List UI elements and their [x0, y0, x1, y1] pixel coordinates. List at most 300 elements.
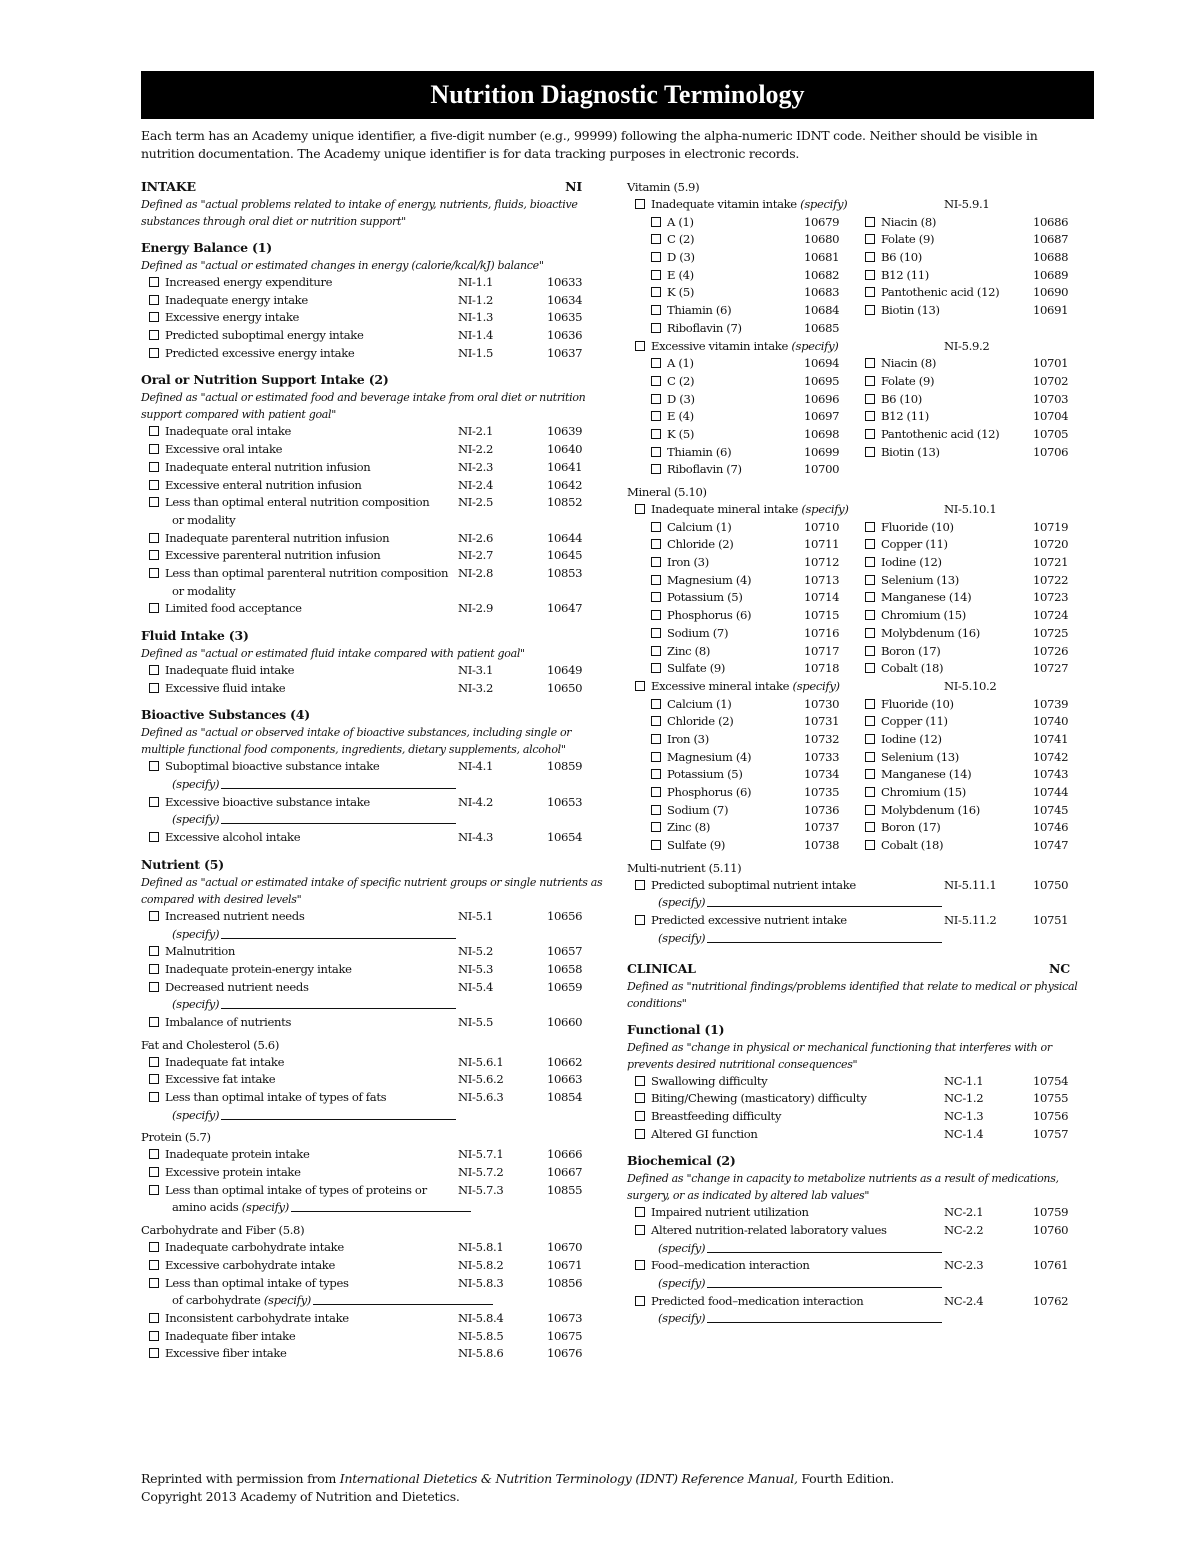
checkbox[interactable]	[635, 681, 645, 691]
nutrient-label: B6 (10)	[881, 250, 922, 265]
checkbox[interactable]	[149, 683, 159, 693]
term-label-cont: amino acids	[172, 1200, 242, 1215]
checkbox[interactable]	[651, 592, 661, 602]
checkbox[interactable]	[149, 964, 159, 974]
checkbox[interactable]	[149, 1017, 159, 1027]
nutrient-item[interactable]	[651, 749, 751, 767]
footer-line-2: Copyright 2013 Academy of Nutrition and Dietetics.	[141, 1489, 460, 1504]
nutrient-item[interactable]	[651, 408, 694, 426]
term-label: Impaired nutrient utilization	[651, 1205, 809, 1220]
nutrient-item[interactable]	[651, 536, 733, 554]
term-item[interactable]	[141, 1346, 287, 1360]
nutrient-item[interactable]	[865, 819, 940, 837]
checkbox[interactable]	[865, 394, 875, 404]
checkbox[interactable]	[651, 805, 661, 815]
checkbox[interactable]	[865, 429, 875, 439]
checkbox[interactable]	[865, 358, 875, 368]
checkbox[interactable]	[865, 646, 875, 656]
checkbox[interactable]	[635, 1111, 645, 1121]
checkbox[interactable]	[149, 911, 159, 921]
nutrient-item[interactable]	[651, 766, 743, 784]
nutrient-label: Phosphorus (6)	[667, 785, 752, 799]
nutrient-item[interactable]	[865, 391, 922, 409]
nutrient-item[interactable]	[651, 784, 751, 802]
nutrient-pair-row	[627, 660, 1097, 678]
nutrient-item[interactable]	[651, 426, 694, 444]
idnt-code: NI-5.8.4	[458, 1310, 504, 1325]
unique-id: 10855	[547, 1182, 583, 1197]
term-item[interactable]	[627, 1074, 767, 1088]
checkbox[interactable]	[149, 1242, 159, 1252]
footer-source-title: International Dietetics & Nutrition Terminology (IDNT) Reference Manual,	[339, 1471, 798, 1486]
specify-label: (specify)	[658, 1276, 706, 1290]
checkbox[interactable]	[149, 550, 159, 560]
term-item[interactable]	[141, 1240, 344, 1254]
checkbox[interactable]	[149, 761, 159, 771]
term-item[interactable]	[141, 346, 354, 360]
checkbox[interactable]	[149, 1260, 159, 1270]
checkbox[interactable]	[149, 1057, 159, 1067]
nutrient-item[interactable]	[865, 519, 954, 537]
term-item[interactable]	[141, 1090, 386, 1104]
checkbox[interactable]	[865, 822, 875, 832]
nutrient-item[interactable]	[651, 589, 743, 607]
unique-id: 10681	[804, 250, 840, 265]
nutrient-item[interactable]	[651, 355, 694, 373]
nutrient-item[interactable]	[865, 660, 943, 678]
nutrient-item[interactable]	[865, 731, 942, 749]
nutrient-item[interactable]	[865, 749, 959, 767]
checkbox[interactable]	[149, 462, 159, 472]
term-item[interactable]	[141, 830, 300, 844]
checkbox[interactable]	[149, 1167, 159, 1177]
checkbox[interactable]	[651, 610, 661, 620]
checkbox[interactable]	[651, 234, 661, 244]
term-item[interactable]	[141, 681, 285, 695]
term-item[interactable]	[141, 944, 235, 958]
specify-label: (specify)	[172, 777, 220, 792]
checkbox[interactable]	[149, 1278, 159, 1288]
nutrient-item[interactable]	[651, 607, 751, 625]
term-row	[141, 1275, 611, 1293]
term-item[interactable]	[141, 566, 448, 580]
checkbox[interactable]	[865, 539, 875, 549]
checkbox[interactable]	[865, 287, 875, 297]
checkbox[interactable]	[865, 610, 875, 620]
checkbox[interactable]	[865, 805, 875, 815]
term-item[interactable]	[141, 460, 370, 474]
checkbox[interactable]	[149, 1092, 159, 1102]
nutrient-pair-row	[627, 231, 1097, 249]
term-label-cont: of carbohydrate	[172, 1293, 264, 1308]
term-item[interactable]	[141, 1329, 295, 1343]
term-item[interactable]	[141, 1015, 291, 1029]
checkbox[interactable]	[865, 787, 875, 797]
term-item[interactable]	[141, 962, 352, 976]
nutrient-item[interactable]	[651, 625, 728, 643]
nutrient-item[interactable]	[865, 643, 940, 661]
unique-id: 10724	[1033, 608, 1069, 623]
term-item[interactable]	[141, 663, 294, 677]
unique-id: 10747	[1033, 838, 1069, 853]
checkbox[interactable]	[865, 376, 875, 386]
nutrient-item[interactable]	[865, 214, 936, 232]
checkbox[interactable]	[149, 946, 159, 956]
checkbox[interactable]	[149, 1074, 159, 1084]
subgroup-row	[627, 338, 1097, 356]
checkbox[interactable]	[635, 1260, 645, 1270]
idnt-code: NI-4.1	[458, 759, 493, 774]
term-item[interactable]	[141, 275, 332, 289]
term-item[interactable]	[141, 1055, 284, 1069]
specify-field[interactable]	[707, 905, 942, 907]
specify-field[interactable]	[221, 822, 456, 824]
term-item[interactable]	[141, 980, 309, 994]
nutrient-item[interactable]	[865, 696, 954, 714]
term-item[interactable]	[141, 909, 304, 923]
term-item[interactable]	[627, 1127, 758, 1141]
nutrient-pair-row	[627, 355, 1097, 373]
checkbox[interactable]	[651, 840, 661, 850]
term-item[interactable]	[627, 1223, 887, 1237]
checkbox[interactable]	[651, 663, 661, 673]
term-label: Inadequate oral intake	[165, 424, 292, 439]
checkbox[interactable]	[149, 426, 159, 436]
checkbox[interactable]	[651, 323, 661, 333]
term-row	[141, 943, 611, 961]
checkbox[interactable]	[865, 522, 875, 532]
nutrient-label: Niacin (8)	[881, 214, 937, 229]
nutrient-item[interactable]	[651, 391, 695, 409]
term-row	[141, 459, 611, 477]
nutrient-item[interactable]	[651, 643, 710, 661]
checkbox[interactable]	[865, 592, 875, 602]
checkbox[interactable]	[149, 568, 159, 578]
specify-label: (specify)	[172, 997, 220, 1012]
term-row	[141, 423, 611, 441]
checkbox[interactable]	[149, 277, 159, 287]
checkbox[interactable]	[149, 832, 159, 842]
term-item[interactable]	[141, 328, 363, 342]
checkbox[interactable]	[635, 915, 645, 925]
idnt-code: NC-2.1	[944, 1205, 984, 1220]
checkbox[interactable]	[651, 752, 661, 762]
term-item[interactable]	[627, 878, 856, 892]
checkbox[interactable]	[651, 557, 661, 567]
checkbox[interactable]	[651, 447, 661, 457]
checkbox[interactable]	[865, 270, 875, 280]
idnt-code: NI-1.1	[458, 275, 493, 289]
checkbox[interactable]	[149, 1313, 159, 1323]
checkbox[interactable]	[149, 295, 159, 305]
nutrient-item[interactable]	[651, 214, 694, 232]
term-row	[141, 1257, 611, 1275]
term-item[interactable]	[141, 293, 308, 307]
group-heading: Carbohydrate and Fiber (5.8)	[141, 1223, 305, 1238]
checkbox[interactable]	[651, 429, 661, 439]
term-item[interactable]	[627, 1091, 867, 1105]
specify-field[interactable]	[707, 1286, 942, 1288]
specify-field[interactable]	[221, 937, 456, 939]
checkbox[interactable]	[651, 522, 661, 532]
nutrient-item[interactable]	[865, 426, 999, 444]
checkbox[interactable]	[149, 533, 159, 543]
checkbox[interactable]	[635, 1076, 645, 1086]
term-item[interactable]	[141, 478, 362, 492]
nutrient-item[interactable]	[865, 713, 948, 731]
nutrient-pair-row	[627, 536, 1097, 554]
unique-id: 10722	[1033, 572, 1069, 587]
checkbox[interactable]	[651, 358, 661, 368]
checkbox[interactable]	[651, 628, 661, 638]
checkbox[interactable]	[635, 1093, 645, 1103]
section-definition: Defined as "actual or estimated fluid intake compared with patient goal"	[141, 647, 525, 660]
term-item[interactable]	[627, 679, 840, 693]
checkbox[interactable]	[651, 822, 661, 832]
checkbox[interactable]	[865, 840, 875, 850]
term-item[interactable]	[627, 1294, 863, 1308]
idnt-code: NI-5.6.3	[458, 1090, 504, 1104]
term-item[interactable]	[141, 1147, 309, 1161]
nutrient-item[interactable]	[651, 461, 742, 479]
domain-label: INTAKE	[141, 179, 196, 194]
nutrient-item[interactable]	[651, 444, 731, 462]
term-item[interactable]	[141, 442, 282, 456]
nutrient-label: Pantothenic acid (12)	[881, 426, 1000, 441]
nutrient-label: Potassium (5)	[667, 590, 743, 605]
checkbox[interactable]	[651, 252, 661, 262]
checkbox[interactable]	[651, 539, 661, 549]
term-label: Inadequate mineral intake	[651, 502, 802, 516]
checkbox[interactable]	[149, 1185, 159, 1195]
nutrient-item[interactable]	[651, 802, 728, 820]
nutrient-item[interactable]	[865, 784, 966, 802]
checkbox[interactable]	[865, 699, 875, 709]
nutrient-item[interactable]	[651, 731, 709, 749]
checkbox[interactable]	[149, 1331, 159, 1341]
nutrient-item[interactable]	[865, 589, 971, 607]
term-item[interactable]	[141, 424, 291, 438]
term-item[interactable]	[141, 1072, 275, 1086]
unique-id: 10666	[547, 1147, 583, 1162]
nutrient-item[interactable]	[651, 519, 731, 537]
checkbox[interactable]	[149, 330, 159, 340]
nutrient-item[interactable]	[865, 373, 934, 391]
unique-id: 10696	[804, 391, 840, 406]
term-row	[141, 1239, 611, 1257]
specify-field[interactable]	[707, 941, 942, 943]
nutrient-item[interactable]	[865, 802, 980, 820]
term-specify-row	[141, 996, 611, 1014]
checkbox[interactable]	[651, 287, 661, 297]
nutrient-item[interactable]	[865, 766, 971, 784]
term-row	[141, 600, 611, 618]
nutrient-item[interactable]	[865, 625, 980, 643]
term-item[interactable]	[627, 1205, 809, 1219]
nutrient-item[interactable]	[651, 302, 731, 320]
checkbox[interactable]	[635, 1225, 645, 1235]
specify-field[interactable]	[291, 1210, 471, 1212]
checkbox[interactable]	[149, 497, 159, 507]
specify-field[interactable]	[221, 787, 456, 789]
nutrient-item[interactable]	[865, 355, 936, 373]
checkbox[interactable]	[651, 464, 661, 474]
term-item[interactable]	[627, 339, 838, 353]
term-item[interactable]	[141, 1183, 427, 1197]
checkbox[interactable]	[635, 341, 645, 351]
unique-id: 10641	[547, 459, 583, 474]
term-item[interactable]	[141, 795, 370, 809]
term-row	[141, 547, 611, 565]
nutrient-item[interactable]	[865, 284, 999, 302]
nutrient-pair-row	[627, 408, 1097, 426]
checkbox[interactable]	[865, 575, 875, 585]
subgroup-row	[627, 501, 1097, 519]
nutrient-item[interactable]	[865, 572, 959, 590]
term-item[interactable]	[627, 1258, 809, 1272]
term-item[interactable]	[141, 548, 380, 562]
nutrient-item[interactable]	[651, 284, 694, 302]
term-label: Predicted excessive nutrient intake	[651, 913, 847, 928]
checkbox[interactable]	[149, 1348, 159, 1358]
nutrient-pair-row	[627, 819, 1097, 837]
nutrient-label: Manganese (14)	[881, 767, 972, 782]
specify-field[interactable]	[707, 1251, 942, 1253]
checkbox[interactable]	[149, 982, 159, 992]
checkbox[interactable]	[635, 1207, 645, 1217]
term-item[interactable]	[627, 502, 849, 516]
nutrient-pair-row	[627, 607, 1097, 625]
term-item[interactable]	[141, 759, 379, 773]
term-item[interactable]	[141, 601, 302, 615]
nutrient-label: Folate (9)	[881, 232, 935, 247]
checkbox[interactable]	[635, 880, 645, 890]
term-item[interactable]	[141, 1311, 349, 1325]
idnt-code: NC-2.4	[944, 1293, 984, 1308]
nutrient-item[interactable]	[651, 696, 731, 714]
checkbox[interactable]	[651, 769, 661, 779]
nutrient-item[interactable]	[651, 554, 709, 572]
term-label: Less than optimal intake of types of fats	[165, 1090, 387, 1104]
nutrient-item[interactable]	[651, 819, 710, 837]
nutrient-item[interactable]	[865, 302, 940, 320]
checkbox[interactable]	[651, 575, 661, 585]
checkbox[interactable]	[865, 217, 875, 227]
nutrient-item[interactable]	[651, 231, 694, 249]
term-item[interactable]	[141, 1276, 349, 1290]
nutrient-item[interactable]	[651, 572, 751, 590]
checkbox[interactable]	[865, 557, 875, 567]
checkbox[interactable]	[865, 252, 875, 262]
nutrient-item[interactable]	[865, 249, 922, 267]
checkbox[interactable]	[635, 1129, 645, 1139]
term-item[interactable]	[141, 495, 429, 509]
checkbox[interactable]	[865, 663, 875, 673]
checkbox[interactable]	[865, 234, 875, 244]
nutrient-item[interactable]	[865, 536, 948, 554]
checkbox[interactable]	[865, 411, 875, 421]
checkbox[interactable]	[865, 305, 875, 315]
checkbox[interactable]	[149, 348, 159, 358]
nutrient-item[interactable]	[865, 837, 943, 855]
checkbox[interactable]	[865, 447, 875, 457]
nutrient-item[interactable]	[865, 267, 929, 285]
term-item[interactable]	[141, 310, 299, 324]
idnt-code: NI-2.7	[458, 548, 493, 563]
checkbox[interactable]	[149, 1149, 159, 1159]
nutrient-item[interactable]	[865, 607, 966, 625]
checkbox[interactable]	[865, 716, 875, 726]
specify-field[interactable]	[707, 1321, 942, 1323]
checkbox[interactable]	[149, 480, 159, 490]
term-row	[141, 908, 611, 926]
checkbox[interactable]	[149, 444, 159, 454]
checkbox[interactable]	[865, 752, 875, 762]
checkbox[interactable]	[651, 699, 661, 709]
checkbox[interactable]	[149, 665, 159, 675]
term-item[interactable]	[141, 1165, 301, 1179]
nutrient-item[interactable]	[865, 444, 940, 462]
nutrient-item[interactable]	[651, 249, 695, 267]
checkbox[interactable]	[635, 504, 645, 514]
checkbox[interactable]	[651, 411, 661, 421]
specify-field[interactable]	[221, 1007, 456, 1009]
nutrient-item[interactable]	[865, 231, 934, 249]
checkbox[interactable]	[149, 603, 159, 613]
checkbox[interactable]	[149, 797, 159, 807]
checkbox[interactable]	[651, 270, 661, 280]
nutrient-pair-row	[627, 643, 1097, 661]
term-label: Altered GI function	[651, 1126, 758, 1141]
footer	[141, 1470, 894, 1506]
checkbox[interactable]	[635, 199, 645, 209]
nutrient-item[interactable]	[651, 713, 733, 731]
nutrient-item[interactable]	[651, 267, 694, 285]
checkbox[interactable]	[865, 628, 875, 638]
checkbox[interactable]	[651, 787, 661, 797]
nutrient-item[interactable]	[651, 660, 725, 678]
checkbox[interactable]	[635, 1296, 645, 1306]
term-item[interactable]	[627, 1109, 781, 1123]
checkbox[interactable]	[651, 394, 661, 404]
term-item[interactable]	[627, 913, 847, 927]
checkbox[interactable]	[865, 769, 875, 779]
nutrient-item[interactable]	[865, 408, 929, 426]
checkbox[interactable]	[149, 312, 159, 322]
nutrient-item[interactable]	[865, 554, 942, 572]
checkbox[interactable]	[865, 734, 875, 744]
unique-id: 10682	[804, 267, 840, 282]
nutrient-item[interactable]	[651, 373, 694, 391]
term-item[interactable]	[141, 531, 389, 545]
nutrient-item[interactable]	[651, 837, 725, 855]
checkbox[interactable]	[651, 376, 661, 386]
unique-id: 10852	[547, 495, 583, 510]
term-item[interactable]	[141, 1258, 335, 1272]
checkbox[interactable]	[651, 716, 661, 726]
checkbox[interactable]	[651, 305, 661, 315]
checkbox[interactable]	[651, 646, 661, 656]
checkbox[interactable]	[651, 217, 661, 227]
specify-label: (specify)	[792, 678, 840, 693]
specify-field[interactable]	[221, 1118, 456, 1120]
term-item[interactable]	[627, 197, 847, 211]
specify-field[interactable]	[313, 1303, 493, 1305]
idnt-code: NI-5.10.1	[944, 502, 997, 516]
nutrient-item[interactable]	[651, 320, 742, 338]
checkbox[interactable]	[651, 734, 661, 744]
nutrient-pair-row	[627, 249, 1097, 267]
